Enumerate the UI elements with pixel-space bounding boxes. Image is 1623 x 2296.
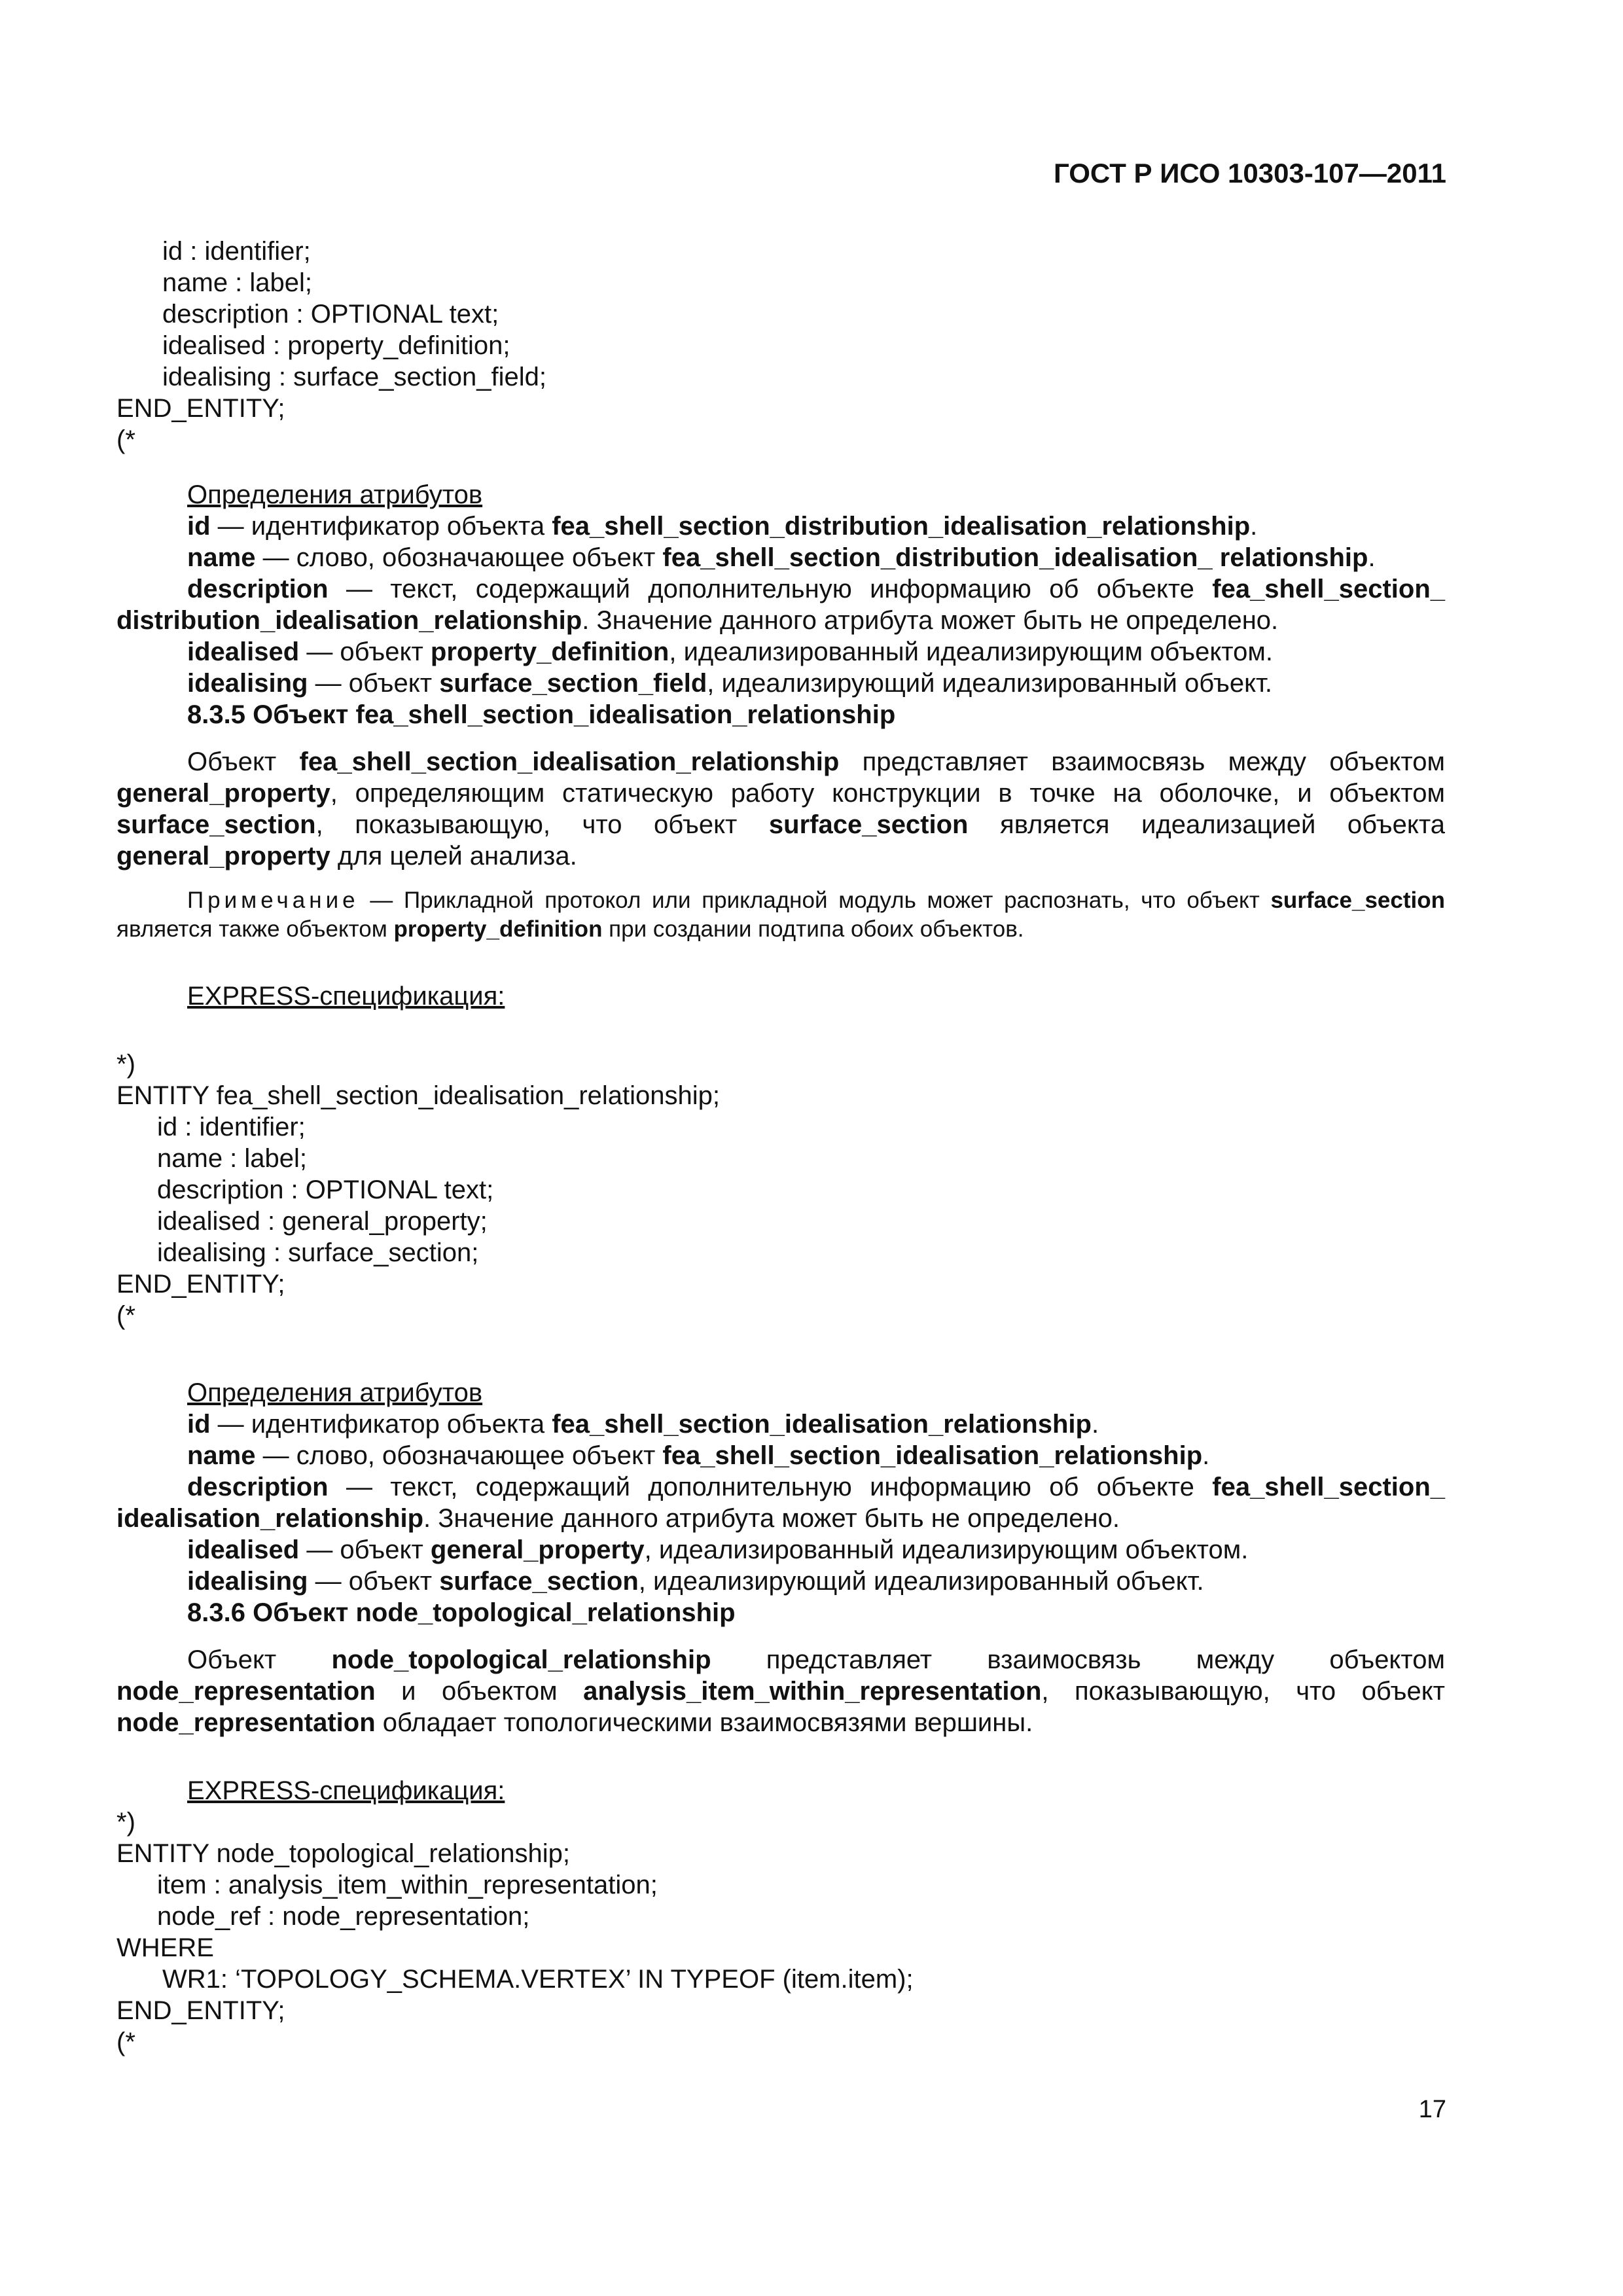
code-line: idealising : surface_section_field; <box>162 363 547 391</box>
definition-id: id — идентификатор объекта fea_shell_section_idealisation_relationship. <box>187 1410 1099 1439</box>
code-line: node_ref : node_representation; <box>157 1902 530 1931</box>
definition-idealising: idealising — объект surface_section_field, идеализирующий идеализированный объект. <box>187 669 1273 698</box>
express-spec-label: EXPRESS-спецификация: <box>187 982 505 1011</box>
express-code-block-3 <box>116 1806 1445 2058</box>
definitions-title: Определения атрибутов <box>187 1378 483 1407</box>
code-line: ENTITY fea_shell_section_idealisation_relationship; <box>116 1081 721 1110</box>
section-heading-8-3-5: 8.3.5 Объект fea_shell_section_idealisation_relationship <box>187 700 896 729</box>
note-label: Примечание <box>187 888 359 913</box>
definitions-title: Определения атрибутов <box>187 480 483 509</box>
definition-name: name — слово, обозначающее объект fea_shell_section_distribution_idealisation_ relationship. <box>187 543 1376 572</box>
definition-name: name — слово, обозначающее объект fea_shell_section_idealisation_relationship. <box>187 1441 1210 1470</box>
code-line: END_ENTITY; <box>116 394 285 423</box>
section-8-3-6-paragraph: Объект node_topological_relationship представляет взаимосвязь между объектом node_representation и объектом analysis_item_within_representation, показывающую, что объект node_representation обладает топологическими взаимосвязями вершины. <box>116 1645 1445 1737</box>
code-line: ENTITY node_topological_relationship; <box>116 1839 571 1868</box>
express-code-block-2 <box>116 1049 1445 1331</box>
express-spec-label: EXPRESS-спецификация: <box>187 1776 505 1805</box>
code-line: description : OPTIONAL text; <box>157 1175 494 1204</box>
code-line: idealised : property_definition; <box>162 331 510 360</box>
code-line: (* <box>116 1301 135 1330</box>
code-line: (* <box>116 425 135 454</box>
section-8-3-5-paragraph: Объект fea_shell_section_idealisation_relationship представляет взаимосвязь между объектом general_property, определяющим статическую работу конструкции в точке на оболочке, и объектом surface_section, показывающую, что объект surface_section является идеализацией объекта general_property для целей анализа. <box>116 747 1445 870</box>
attribute-definitions-2 <box>116 1377 1445 1597</box>
code-line: id : identifier; <box>162 237 311 266</box>
page-header: ГОСТ Р ИСО 10303-107—2011 <box>1054 158 1446 188</box>
code-line: description : OPTIONAL text; <box>162 300 499 329</box>
definition-idealising: idealising — объект surface_section, идеализирующий идеализированный объект. <box>187 1567 1204 1596</box>
definition-description: description — текст, содержащий дополнительную информацию об объекте fea_shell_section_ idealisation_relationship. Значение данного атрибута может быть не определено. <box>116 1473 1445 1533</box>
page-number: 17 <box>1418 2096 1446 2123</box>
code-line: idealised : general_property; <box>157 1207 488 1236</box>
section-heading-8-3-6: 8.3.6 Объект node_topological_relationship <box>187 1598 736 1627</box>
definition-id: id — идентификатор объекта fea_shell_section_distribution_idealisation_relationship. <box>187 512 1258 541</box>
code-line: id : identifier; <box>157 1113 306 1141</box>
code-line: END_ENTITY; <box>116 1996 285 2025</box>
code-line: name : label; <box>157 1144 308 1173</box>
code-line: (* <box>116 2028 135 2056</box>
code-line: WR1: ‘TOPOLOGY_SCHEMA.VERTEX’ IN TYPEOF (item.item); <box>162 1965 914 1994</box>
code-line: *) <box>116 1808 135 1837</box>
definition-idealised: idealised — объект general_property, идеализированный идеализирующим объектом. <box>187 1535 1249 1564</box>
attribute-definitions-1 <box>116 479 1445 699</box>
code-line: *) <box>116 1050 135 1079</box>
code-line: idealising : surface_section; <box>157 1238 479 1267</box>
definition-description: description — текст, содержащий дополнительную информацию об объекте fea_shell_section_ distribution_idealisation_relationship. Значение данного атрибута может быть не определено. <box>116 575 1445 635</box>
code-line: name : label; <box>162 268 313 297</box>
page-content <box>116 236 1445 2058</box>
note-paragraph: Примечание — Прикладной протокол или прикладной модуль может распознать, что объект surface_section является также объектом property_definition при создании подтипа обоих объектов. <box>116 888 1445 942</box>
express-code-block-1 <box>116 236 1445 456</box>
definition-idealised: idealised — объект property_definition, идеализированный идеализирующим объектом. <box>187 637 1273 666</box>
code-line: END_ENTITY; <box>116 1270 285 1299</box>
code-line: WHERE <box>116 1933 214 1962</box>
code-line: item : analysis_item_within_representation; <box>157 1871 658 1899</box>
